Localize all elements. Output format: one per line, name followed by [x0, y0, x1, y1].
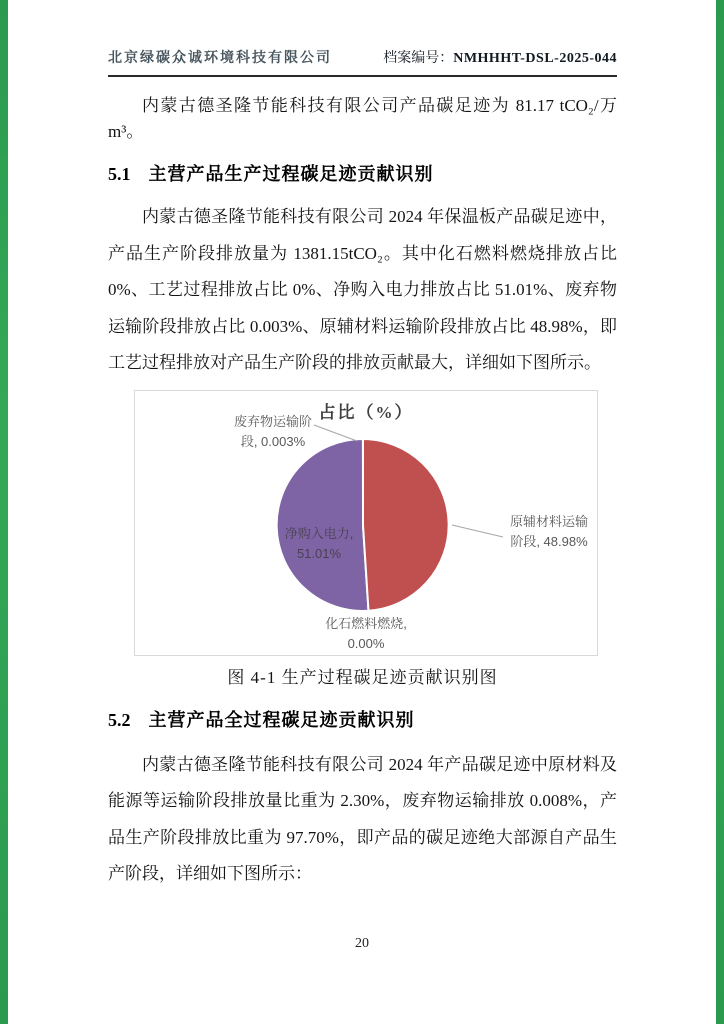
leader-line-raw-material: [452, 525, 503, 537]
section-5-2-body: 内蒙古德圣隆节能科技有限公司 2024 年产品碳足迹中原材料及能源等运输阶段排放量比重为 2.30%，废弃物运输排放 0.008%，产品生产阶段排放比重为 97.70%，即产品的碳足迹绝大部源自产品生产阶段，详细如下图所示：: [108, 754, 617, 883]
section-5-1-heading: [108, 161, 617, 187]
leader-line-waste: [314, 425, 357, 441]
archive-label: 档案编号：: [383, 51, 454, 66]
section-5-1-body: 内蒙古德圣隆节能科技有限公司 2024 年保温板产品碳足迹中，产品生产阶段排放量为 1381.15tCO₂。其中化石燃料燃烧排放占比 0%、工艺过程排放占比 0%、净购入电力排放占比 51.01%、废弃物运输阶段排放占比 0.003%、原辅材料运输阶段排放占比 48.98%，即工艺过程排放对产品生产阶段的排放贡献最大，详细如下图所示。: [108, 207, 617, 372]
page-number: 20: [355, 936, 369, 951]
page-edge-right-bar: [716, 0, 724, 1024]
pie-label-purchased-electricity: 净购入电力, 51.01%: [284, 525, 354, 561]
section-5-1-title: 主营产品生产过程碳足迹贡献识别: [148, 164, 434, 184]
page-edge-left-bar: [0, 0, 8, 1024]
pie-label-raw-material-transport: 原辅材料运输阶段, 48.98%: [509, 513, 588, 549]
pie-chart-figure: [134, 390, 598, 656]
figure-caption: 图 4-1 生产过程碳足迹贡献识别图: [227, 667, 498, 687]
section-5-2-number: 5.2: [108, 709, 131, 730]
section-5-1-number: 5.1: [108, 164, 131, 184]
pie-slice: [363, 439, 449, 611]
document-header: [108, 48, 617, 77]
section-5-2-title: 主营产品全过程碳足迹贡献识别: [148, 709, 415, 730]
intro-paragraph: 内蒙古德圣隆节能科技有限公司产品碳足迹为 81.17 tCO₂/万 m³。: [108, 96, 617, 141]
archive-code: NMHHHT-DSL-2025-044: [453, 51, 617, 66]
company-name: 北京绿碳众诚环境科技有限公司: [108, 51, 332, 66]
page-content: [108, 0, 617, 893]
chart-title: 占比（%）: [318, 402, 414, 422]
pie-label-waste-transport: 废弃物运输阶段, 0.003%: [233, 413, 312, 449]
section-5-2-heading: [108, 707, 617, 733]
archive-number: [383, 48, 617, 70]
pie-label-fossil-fuel: 化石燃料燃烧, 0.00%: [325, 615, 407, 651]
